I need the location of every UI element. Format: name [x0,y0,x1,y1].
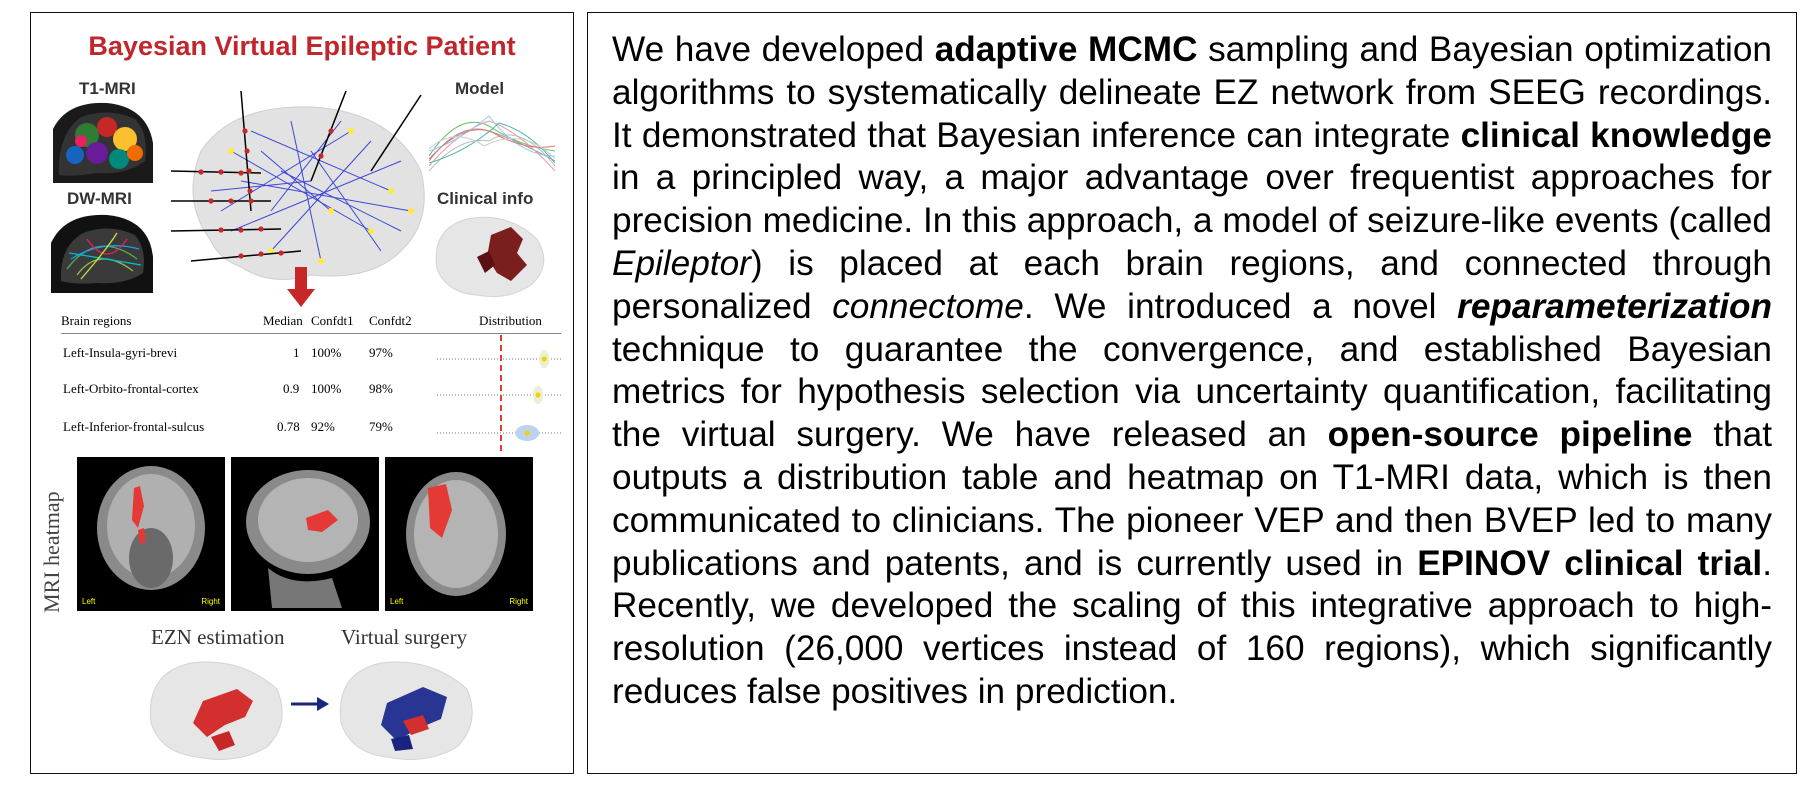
bold-adaptive-mcmc: adaptive MCMC [934,30,1198,69]
median-cell: 0.9 [283,381,300,396]
model-timeseries-plot [429,101,555,187]
description-paragraph [612,29,1772,714]
confdt2-cell: 79% [369,419,393,434]
italic-epileptor: Epileptor [612,243,751,283]
region-cell: Left-Inferior-frontal-sulcus [63,419,205,434]
clinical-brain-image [427,209,555,301]
region-cell: Left-Insula-gyri-brevi [63,345,178,360]
mri-heatmap-label: MRI heatmap [39,491,64,613]
distribution-median-point [542,357,547,362]
header-median: Median [263,313,303,328]
mri-axial-tile [385,457,533,611]
dw-mri-label: DW-MRI [67,189,132,208]
mri-left-label: Left [390,597,404,606]
bold-italic-reparameterization: reparameterization [1457,286,1772,326]
text-run: technique to guarantee the convergence, and established Bayesian metrics for hypothesis selection via uncertainty quantification, facilitating the virtual surgery. We have released an [612,329,1772,455]
ezn-brain-image [141,653,291,765]
text-run: . We introduced a novel [1023,286,1458,326]
text-panel [587,12,1797,774]
table-header-rule [61,333,561,334]
figure-panel [30,12,574,774]
virtual-surgery-label: Virtual surgery [341,625,468,649]
t1-mri-brain-image [47,99,157,183]
text-run: that outputs a distribution table and heatmap on T1-MRI data, which is then communicated to clinicians. The pioneer VEP and then BVEP led to many publications and patents, and is currently used in [612,415,1773,583]
right-arrow-icon [289,695,329,713]
text-run: in a principled way, a major advantage over frequentist approaches for precision medicine. In this approach, a model of seizure-like events (called [612,158,1772,241]
header-confdt1: Confdt1 [311,313,354,328]
header-brain-regions: Brain regions [61,313,132,328]
distribution-plot [437,335,561,453]
confdt1-cell: 92% [311,419,335,434]
brain-network-seeg-image [171,91,441,291]
confdt2-cell: 98% [369,381,393,396]
header-distribution: Distribution [479,313,542,328]
virtual-surgery-brain-image [331,653,481,765]
mri-right-label: Right [509,597,528,606]
ezn-estimation-label: EZN estimation [151,625,285,649]
distribution-median-point [536,393,541,398]
text-run: ) is placed at each brain regions, and connected through personalized [612,243,1772,326]
confdt1-cell: 100% [311,345,342,360]
median-cell: 1 [293,345,300,360]
figure-title: Bayesian Virtual Epileptic Patient [88,31,516,61]
text-run: . Recently, we developed the scaling of this integrative approach to high-resolution (26,000 vertices instead of 160 regions), which significantly reduces false positives in prediction. [612,543,1772,711]
down-arrow-icon [287,267,315,307]
median-cell: 0.78 [277,419,300,434]
text-run: We have developed [612,30,935,69]
mri-coronal-tile [77,457,225,611]
distribution-median-point [525,431,530,436]
italic-connectome: connectome [832,286,1024,326]
bold-open-source-pipeline: open-source pipeline [1327,415,1693,455]
mri-right-label: Right [201,597,220,606]
text-run: sampling and Bayesian optimization algorithms to systematically delineate EZ network from SEEG recordings. It demonstrated that Bayesian inference can integrate [612,30,1772,155]
confdt1-cell: 100% [311,381,342,396]
t1-mri-label: T1-MRI [79,79,136,98]
bold-epinov-clinical-trial: EPINOV clinical trial [1417,543,1763,583]
confdt2-cell: 97% [369,345,393,360]
header-confdt2: Confdt2 [369,313,412,328]
bold-clinical-knowledge: clinical knowledge [1460,115,1773,155]
model-label: Model [455,79,505,98]
clinical-info-label: Clinical info [437,189,534,208]
region-cell: Left-Orbito-frontal-cortex [63,381,199,396]
dw-mri-tractography-image [47,209,157,293]
mri-left-label: Left [82,597,96,606]
mri-sagittal-tile [231,457,379,611]
